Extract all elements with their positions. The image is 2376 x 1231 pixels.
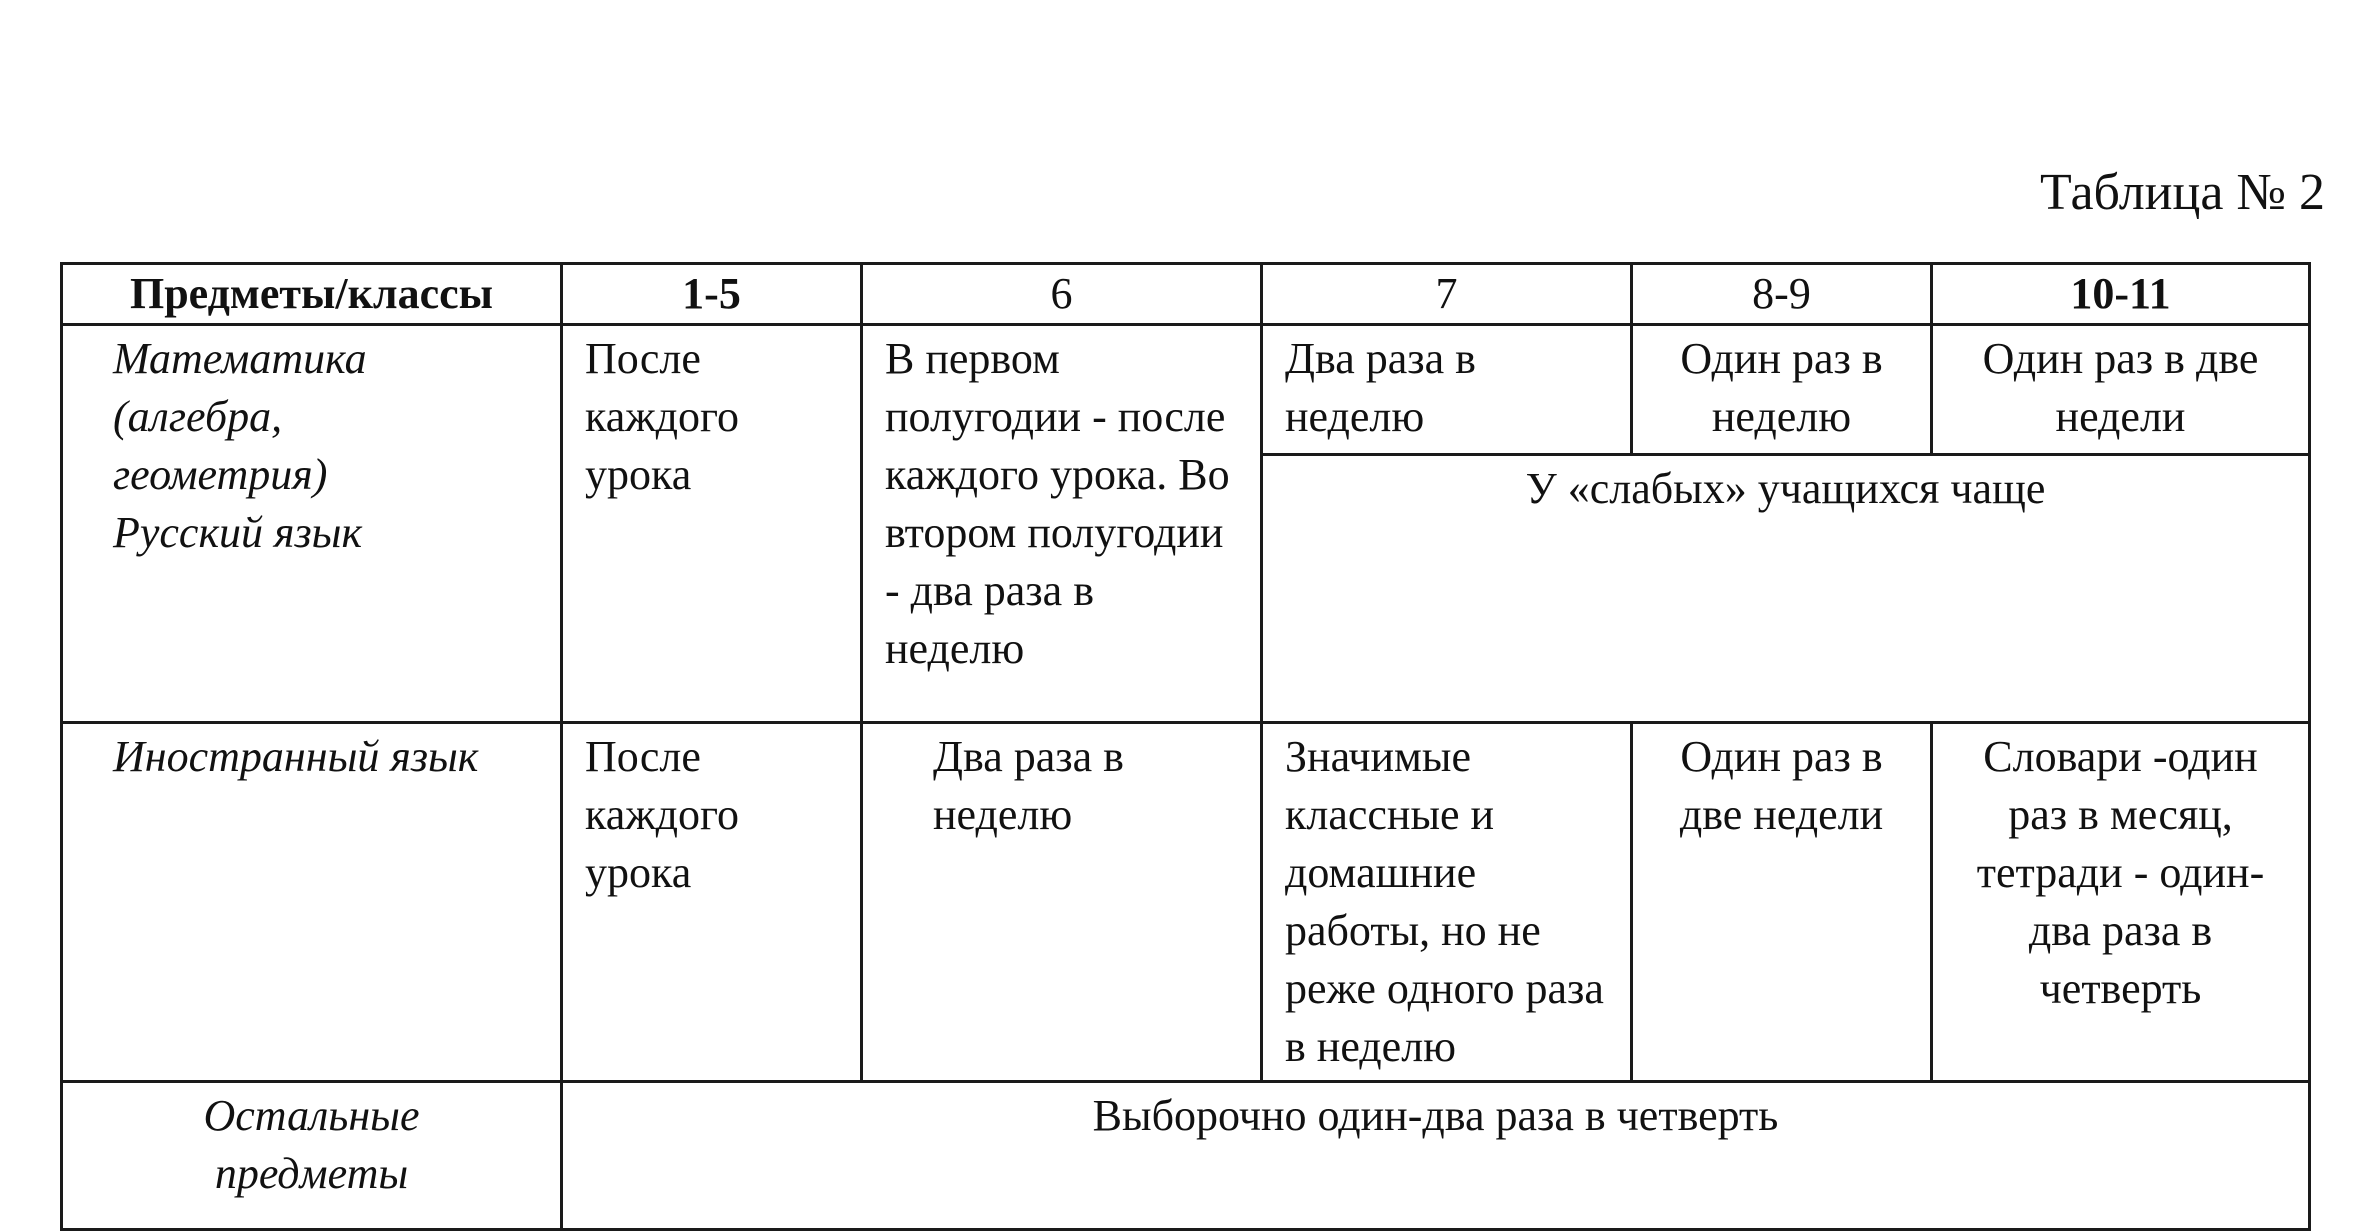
subject-other: Остальные предметы <box>62 1082 562 1230</box>
math-grade-8-9: Один раз в неделю <box>1632 325 1932 455</box>
header-grade-8-9: 8-9 <box>1632 264 1932 325</box>
header-grade-6: 6 <box>862 264 1262 325</box>
table-caption: Таблица № 2 <box>2040 164 2326 221</box>
header-grade-1-5: 1-5 <box>562 264 862 325</box>
header-grade-10-11: 10-11 <box>1932 264 2310 325</box>
math-grade-7: Два раза в неделю <box>1262 325 1632 455</box>
homework-check-table <box>60 262 2311 1231</box>
math-grade-10-11: Один раз в две недели <box>1932 325 2310 455</box>
foreign-grade-10-11: Словари -один раз в месяц, тетради - один-два раза в четверть <box>1932 723 2310 1082</box>
header-grade-7: 7 <box>1262 264 1632 325</box>
table-row-math <box>62 325 2310 455</box>
other-subjects-value: Выборочно один-два раза в четверть <box>562 1082 2310 1230</box>
foreign-grade-8-9: Один раз в две недели <box>1632 723 1932 1082</box>
table-row-foreign <box>62 723 2310 1082</box>
math-grade-1-5: После каждого урока <box>562 325 862 723</box>
foreign-grade-7: Значимые классные и домашние работы, но не реже одного раза в неделю <box>1262 723 1632 1082</box>
header-row <box>62 264 2310 325</box>
foreign-grade-6: Два раза в неделю <box>862 723 1262 1082</box>
weak-students-note: У «слабых» учащихся чаще <box>1262 455 2310 723</box>
foreign-grade-1-5: После каждого урока <box>562 723 862 1082</box>
subject-math-russian: Математика (алгебра, геометрия) Русский язык <box>62 325 562 723</box>
table-row-other <box>62 1082 2310 1230</box>
header-subject: Предметы/классы <box>62 264 562 325</box>
math-grade-6: В первом полугодии - после каждого урока. Во втором полугодии - два раза в неделю <box>862 325 1262 723</box>
subject-foreign-language: Иностранный язык <box>62 723 562 1082</box>
